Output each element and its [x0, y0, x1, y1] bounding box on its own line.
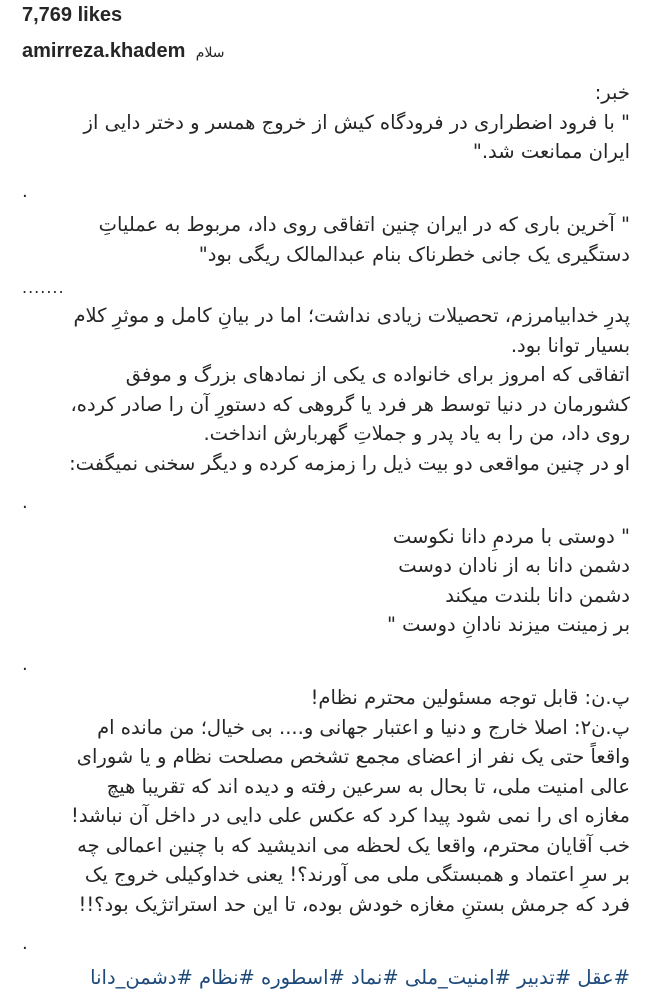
father-line: او در چنین مواقعی دو بیت ذیل را زمزمه کرده و دیگر سخنی نمیگفت:	[69, 451, 630, 475]
ps-line: بر سرِ اعتماد و همبستگی ملی می آورند؟! یعنی خداوکیلی خروج یک	[84, 863, 630, 886]
news-line: ایران ممانعت شد."	[472, 140, 630, 163]
separator-dot: .	[22, 933, 28, 954]
ps-line: پ.ن: قابل توجه مسئولین محترم نظام!	[310, 686, 630, 709]
news-line: " با فرود اضطراری در فرودگاه کیش از خروج همسر و دختر دایی از	[83, 110, 630, 134]
spacer	[22, 478, 630, 492]
caption-header	[22, 38, 225, 63]
poem-line: بر زمینت میزند نادانِ دوست "	[386, 613, 630, 636]
ps-line: خب آقایان محترم، واقعا یک لحظه می اندیشید که با چنین اعمالی چه	[77, 833, 630, 857]
ps-line: فرد که جرمش بستنِ مغازه خودش بوده، تا این حد استراتژیک بود؟!!	[78, 892, 630, 916]
father-line: پدرِ خدابیامرزم، تحصیلات زیادی نداشت؛ اما در بیانِ کامل و موثرِ کلام	[73, 304, 630, 327]
spacer	[22, 640, 630, 654]
separator-dot: .	[22, 653, 28, 675]
separator-dot: .	[22, 492, 28, 513]
separator-ellipsis: .......	[22, 278, 65, 297]
last-time-line: " آخرین باری که در ایران چنین اتفاقی روی داد، مربوط به عملیاتِ	[98, 213, 630, 236]
spacer	[22, 919, 630, 933]
ps-line: مغازه ای را نمی شود پیدا کرد که عکس علی دایی در داخل آن نباشد!	[71, 804, 630, 827]
username-link[interactable]: amirreza.khadem	[22, 40, 186, 62]
poem-line: دشمن دانا به از نادان دوست	[398, 554, 630, 577]
father-line: اتفاقی که امروز برای خانواده ی یکی از نمادهای بزرگ و موفق	[125, 363, 630, 386]
separator-dot: .	[22, 180, 28, 202]
ps-line: پ.ن۲: اصلا خارج و دنیا و اعتبار جهانی و.... بی خیال؛ من مانده ام	[97, 715, 630, 739]
poem-line: دشمن دانا بلندت میکند	[445, 583, 630, 607]
news-label: خبر:	[594, 81, 630, 104]
father-line: بسیار توانا بود.	[510, 333, 630, 357]
father-line: کشورمان در دنیا توسط هر فرد یا گروهی که دستورِ آن را صادر کرده،	[70, 392, 630, 416]
caption-body	[22, 78, 630, 992]
ps-line: عالی امنیت ملی، تا بحال به سرعین رفته و دیده اند که تقریبا هیچ	[106, 774, 630, 798]
father-line: روی داد، من را به یاد پدر و جملاتِ گهربارش انداخت.	[203, 422, 630, 445]
ps-line: واقعاً حتی یک نفر از اعضای مجمع تشخص مصلحت نظام و یا شورای	[76, 745, 630, 768]
last-time-line: دستگیری یک جانی خطرناک بنام عبدالمالک ریگی بود"	[198, 242, 630, 266]
likes-count[interactable]: 7,769 likes	[22, 4, 123, 26]
poem-line: " دوستی با مردمِ دانا نکوست	[392, 524, 630, 548]
spacer	[22, 269, 630, 283]
caption-greeting: سلام	[195, 45, 225, 61]
spacer	[22, 167, 630, 181]
hashtag-links[interactable]: #عقل #تدبیر #امنیت_ملی #نماد #اسطوره #نظام #دشمن_دانا	[90, 965, 630, 989]
